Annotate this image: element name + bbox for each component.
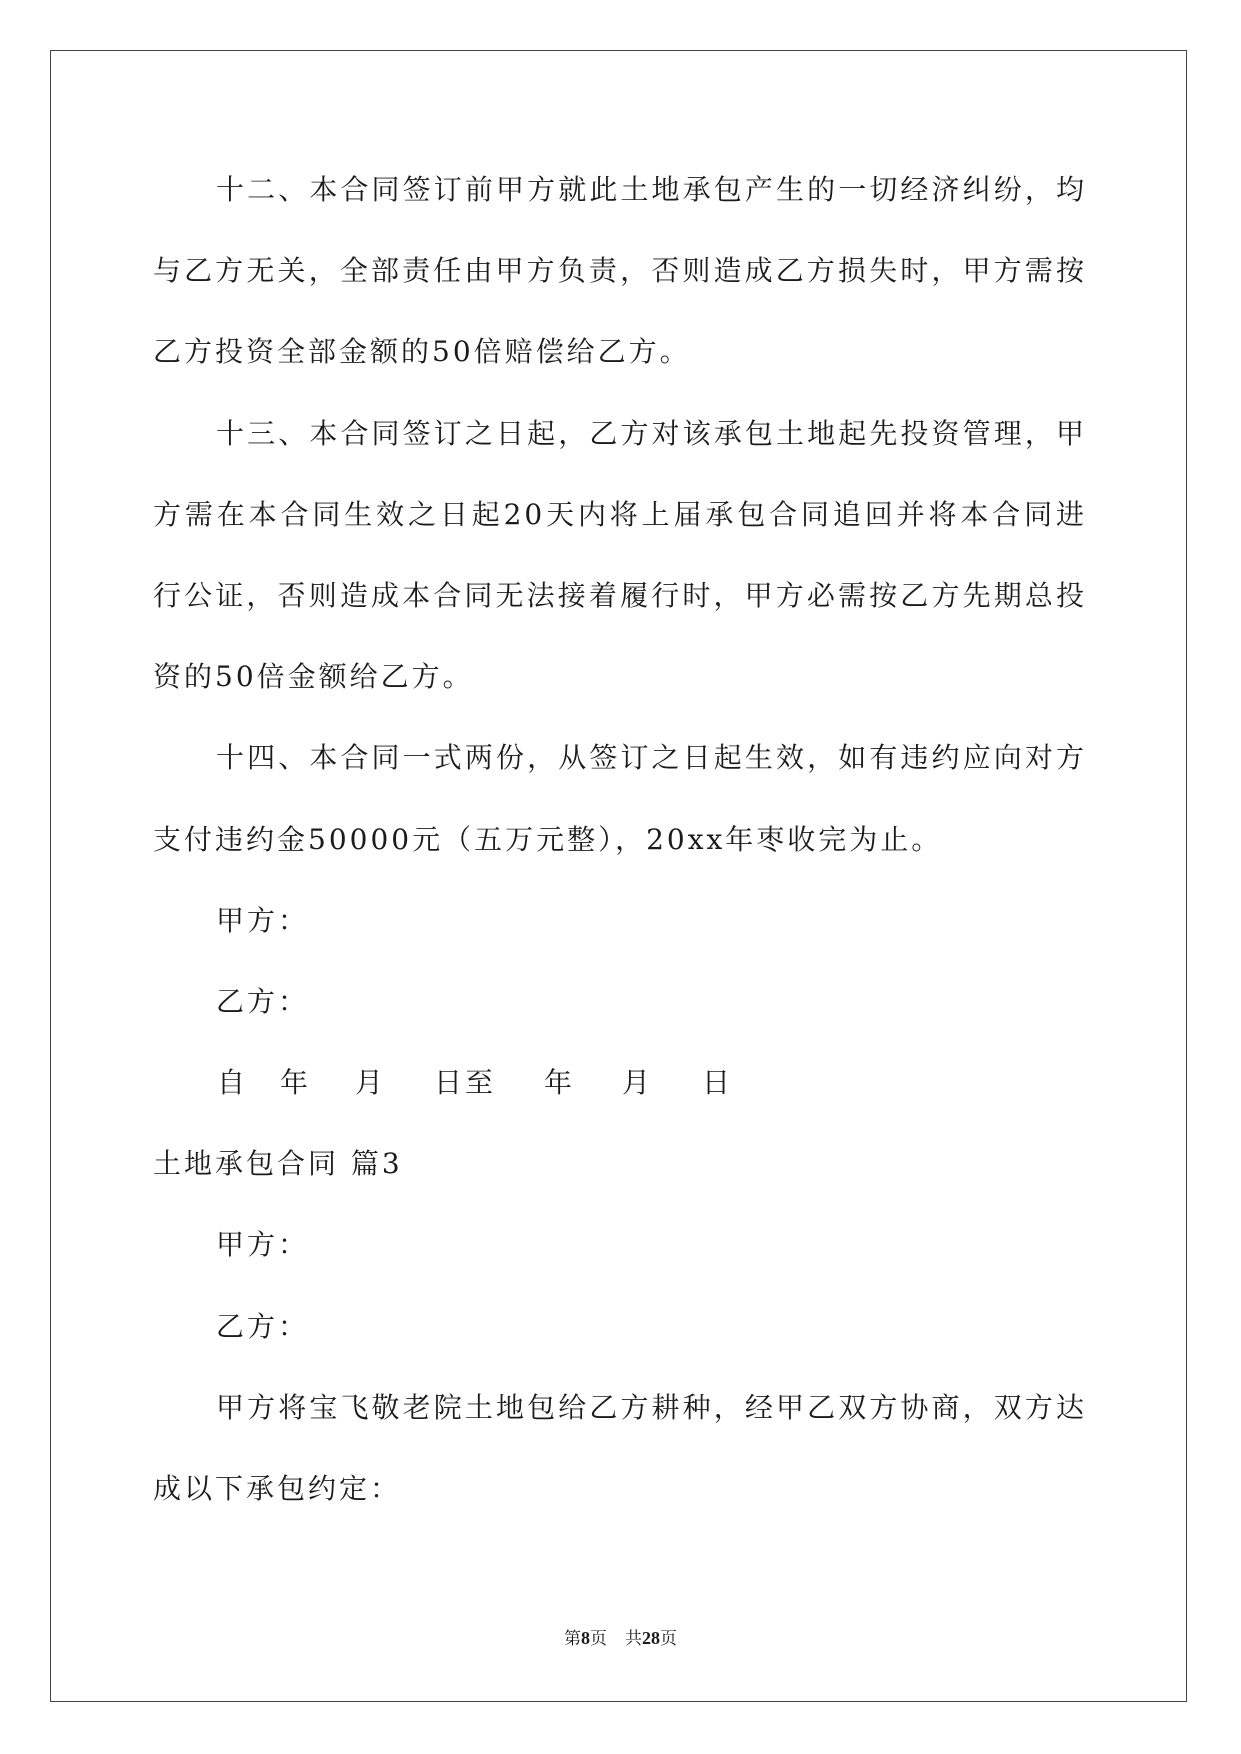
date-end-year-label: 年 [544,1066,576,1100]
total-pages: 28 [642,1628,660,1648]
clause-12-line-2: 与乙方无关，全部责任由甲方负责，否则造成乙方损失时，甲方需按 [153,254,1087,288]
party-b-label: 乙方： [216,1309,310,1343]
contract-period-line [153,1042,1087,1123]
section-title: 土地承包合同 篇3 [153,1147,403,1181]
total-suffix: 页 [660,1629,677,1649]
clause-14-line-1: 十四、本合同一式两份，从签订之日起生效，如有违约应向对方 [216,741,1087,775]
date-end-day-label: 日 [702,1066,734,1100]
page-footer [0,1625,1241,1652]
party-a-label: 甲方： [216,1228,310,1262]
agreement-intro-line-1: 甲方将宝飞敬老院土地包给乙方耕种，经甲乙双方协商，双方达 [216,1390,1087,1424]
page-suffix: 页 [590,1629,607,1649]
clause-12-line-3: 乙方投资全部金额的50倍赔偿给乙方。 [153,335,691,369]
date-start-day-to-label: 日至 [434,1066,497,1100]
clause-13-line-4: 资的50倍金额给乙方。 [153,660,474,694]
date-end-month-label: 月 [622,1066,654,1100]
date-start-month-label: 月 [355,1066,387,1100]
document-body [153,149,1087,1529]
page-prefix: 第 [564,1629,581,1649]
clause-14-line-2: 支付违约金50000元（五万元整），20xx年枣收完为止。 [153,822,943,856]
agreement-intro-line-2: 成以下承包约定： [153,1472,402,1505]
date-from-label: 自 [217,1066,249,1100]
page-number: 8 [581,1628,590,1648]
clause-13-line-3: 行公证，否则造成本合同无法接着履行时，甲方必需按乙方先期总投 [153,578,1087,612]
party-b-signature-label: 乙方： [216,984,310,1018]
party-a-signature-label: 甲方： [216,903,310,937]
clause-13-line-2: 方需在本合同生效之日起20天内将上届承包合同追回并将本合同进 [153,497,1087,531]
date-start-year-label: 年 [280,1066,312,1100]
clause-12-line-1: 十二、本合同签订前甲方就此土地承包产生的一切经济纠纷，均 [216,173,1087,206]
total-prefix: 共 [625,1629,642,1649]
clause-13-line-1: 十三、本合同签订之日起，乙方对该承包土地起先投资管理，甲 [216,416,1087,450]
